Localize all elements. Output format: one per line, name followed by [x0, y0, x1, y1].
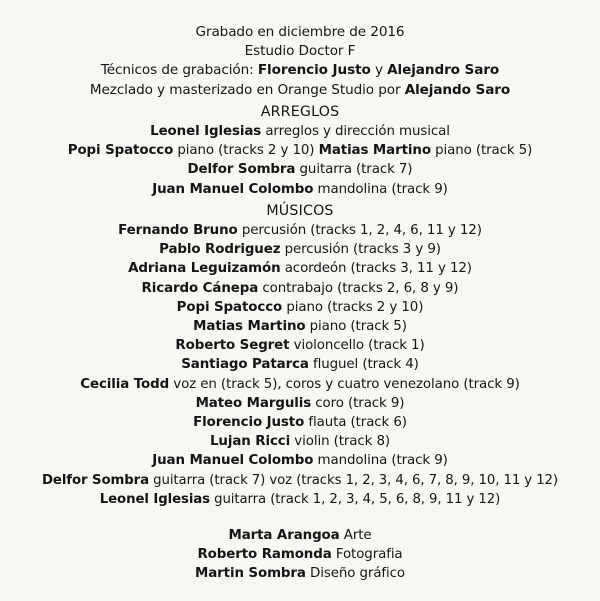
arreglos-section [0, 103, 600, 199]
musician-name: Pablo Rodriguez [159, 242, 281, 258]
recording-engineers [0, 61, 600, 80]
engineers-prefix: Técnicos de grabación: [100, 62, 254, 79]
credit-name: Martin Sombra [194, 566, 306, 582]
musician-credit [0, 355, 600, 374]
musician-name: Ricardo Cánepa [141, 280, 259, 296]
arranger-name: Matias Martino [318, 143, 431, 159]
musician-credit [0, 298, 600, 317]
credit-name: Marta Arangoa [228, 528, 340, 544]
arranger-name: Juan Manuel Colombo [152, 181, 314, 197]
musician-name: Adriana Leguizamón [128, 261, 281, 277]
section-spacer [0, 509, 600, 526]
credit-role: Diseño gráfico [310, 566, 406, 582]
musician-credit [0, 490, 600, 509]
musician-name: Popi Spatocco [176, 299, 283, 315]
arreglos-credit-2 [0, 141, 600, 160]
recording-info [0, 23, 600, 100]
mixing-name: Alejando Saro [404, 81, 511, 98]
arranger-role: arreglos y dirección musical [265, 124, 450, 140]
musician-credit [0, 240, 600, 259]
engineer-name-2: Alejandro Saro [387, 62, 500, 79]
mixing-credit [0, 81, 600, 100]
musician-role: fluguel (track 4) [313, 357, 419, 373]
musician-role: guitarra (track 1, 2, 3, 4, 5, 6, 8, 9, 11 y 12) [214, 491, 501, 507]
musician-credit [0, 317, 600, 336]
arranger-role: piano (track 5) [435, 143, 533, 159]
musicos-section [0, 202, 600, 509]
engineers-joiner: y [374, 62, 383, 79]
musician-name: Leonel Iglesias [99, 491, 210, 507]
musician-name: Juan Manuel Colombo [152, 453, 314, 469]
design-credit [0, 545, 600, 564]
arreglos-heading: ARREGLOS [260, 103, 340, 120]
design-credits [0, 526, 600, 584]
credit-name: Roberto Ramonda [197, 547, 332, 563]
musician-role: flauta (track 6) [308, 415, 407, 431]
musician-credit [0, 432, 600, 451]
engineer-name-1: Florencio Justo [257, 62, 371, 79]
credit-role: Arte [343, 528, 372, 544]
arranger-role: mandolina (track 9) [317, 181, 448, 197]
musician-role: contrabajo (tracks 2, 6, 8 y 9) [262, 280, 459, 296]
musician-name: Matias Martino [193, 319, 306, 335]
musician-role: coro (track 9) [315, 395, 405, 411]
musician-role: piano (track 5) [309, 319, 407, 335]
arreglos-credit-4 [0, 180, 600, 199]
musician-credit [0, 375, 600, 394]
musician-role: mandolina (track 9) [317, 453, 448, 469]
arranger-name: Leonel Iglesias [150, 124, 262, 140]
musician-role: violin (track 8) [294, 434, 391, 450]
musician-credit [0, 259, 600, 278]
arreglos-credit-1 [0, 122, 600, 141]
musician-role: violoncello (track 1) [293, 338, 425, 354]
arranger-role: piano (tracks 2 y 10) [177, 143, 315, 159]
musician-role: percusión (tracks 3 y 9) [284, 242, 441, 258]
design-credit [0, 564, 600, 583]
musician-role: guitarra (track 7) voz (tracks 1, 2, 3, 4, 6, 7, 8, 9, 10, 11 y 12) [153, 472, 559, 488]
musician-role: percusión (tracks 1, 2, 4, 6, 11 y 12) [241, 223, 482, 239]
recording-studio: Estudio Doctor F [244, 43, 356, 60]
musician-name: Lujan Ricci [209, 434, 291, 450]
musician-role: voz en (track 5), coros y cuatro venezolano (track 9) [173, 376, 520, 392]
musician-credit [0, 221, 600, 240]
musician-name: Mateo Margulis [195, 395, 312, 411]
musician-credit [0, 336, 600, 355]
musician-credit [0, 413, 600, 432]
musician-credit [0, 279, 600, 298]
musician-credit [0, 451, 600, 470]
recording-date: Grabado en diciembre de 2016 [195, 24, 405, 40]
mixing-text: Mezclado y masterizado en Orange Studio por [89, 81, 401, 98]
musician-name: Roberto Segret [175, 338, 290, 354]
musician-role: piano (tracks 2 y 10) [286, 299, 424, 315]
musician-name: Cecilia Todd [80, 376, 170, 392]
arranger-name: Popi Spatocco [67, 143, 174, 159]
musician-name: Fernando Bruno [118, 223, 238, 239]
credit-role: Fotografia [335, 547, 403, 563]
design-credit [0, 526, 600, 545]
arranger-name: Delfor Sombra [187, 162, 296, 178]
musician-name: Delfor Sombra [41, 472, 150, 488]
arranger-role: guitarra (track 7) [299, 162, 413, 178]
musician-credit [0, 471, 600, 490]
musician-role: acordeón (tracks 3, 11 y 12) [284, 261, 472, 277]
arreglos-credit-3 [0, 160, 600, 179]
musicos-heading: MÚSICOS [266, 202, 334, 219]
musician-name: Santiago Patarca [181, 357, 309, 373]
musician-name: Florencio Justo [193, 415, 305, 431]
musician-credit [0, 394, 600, 413]
